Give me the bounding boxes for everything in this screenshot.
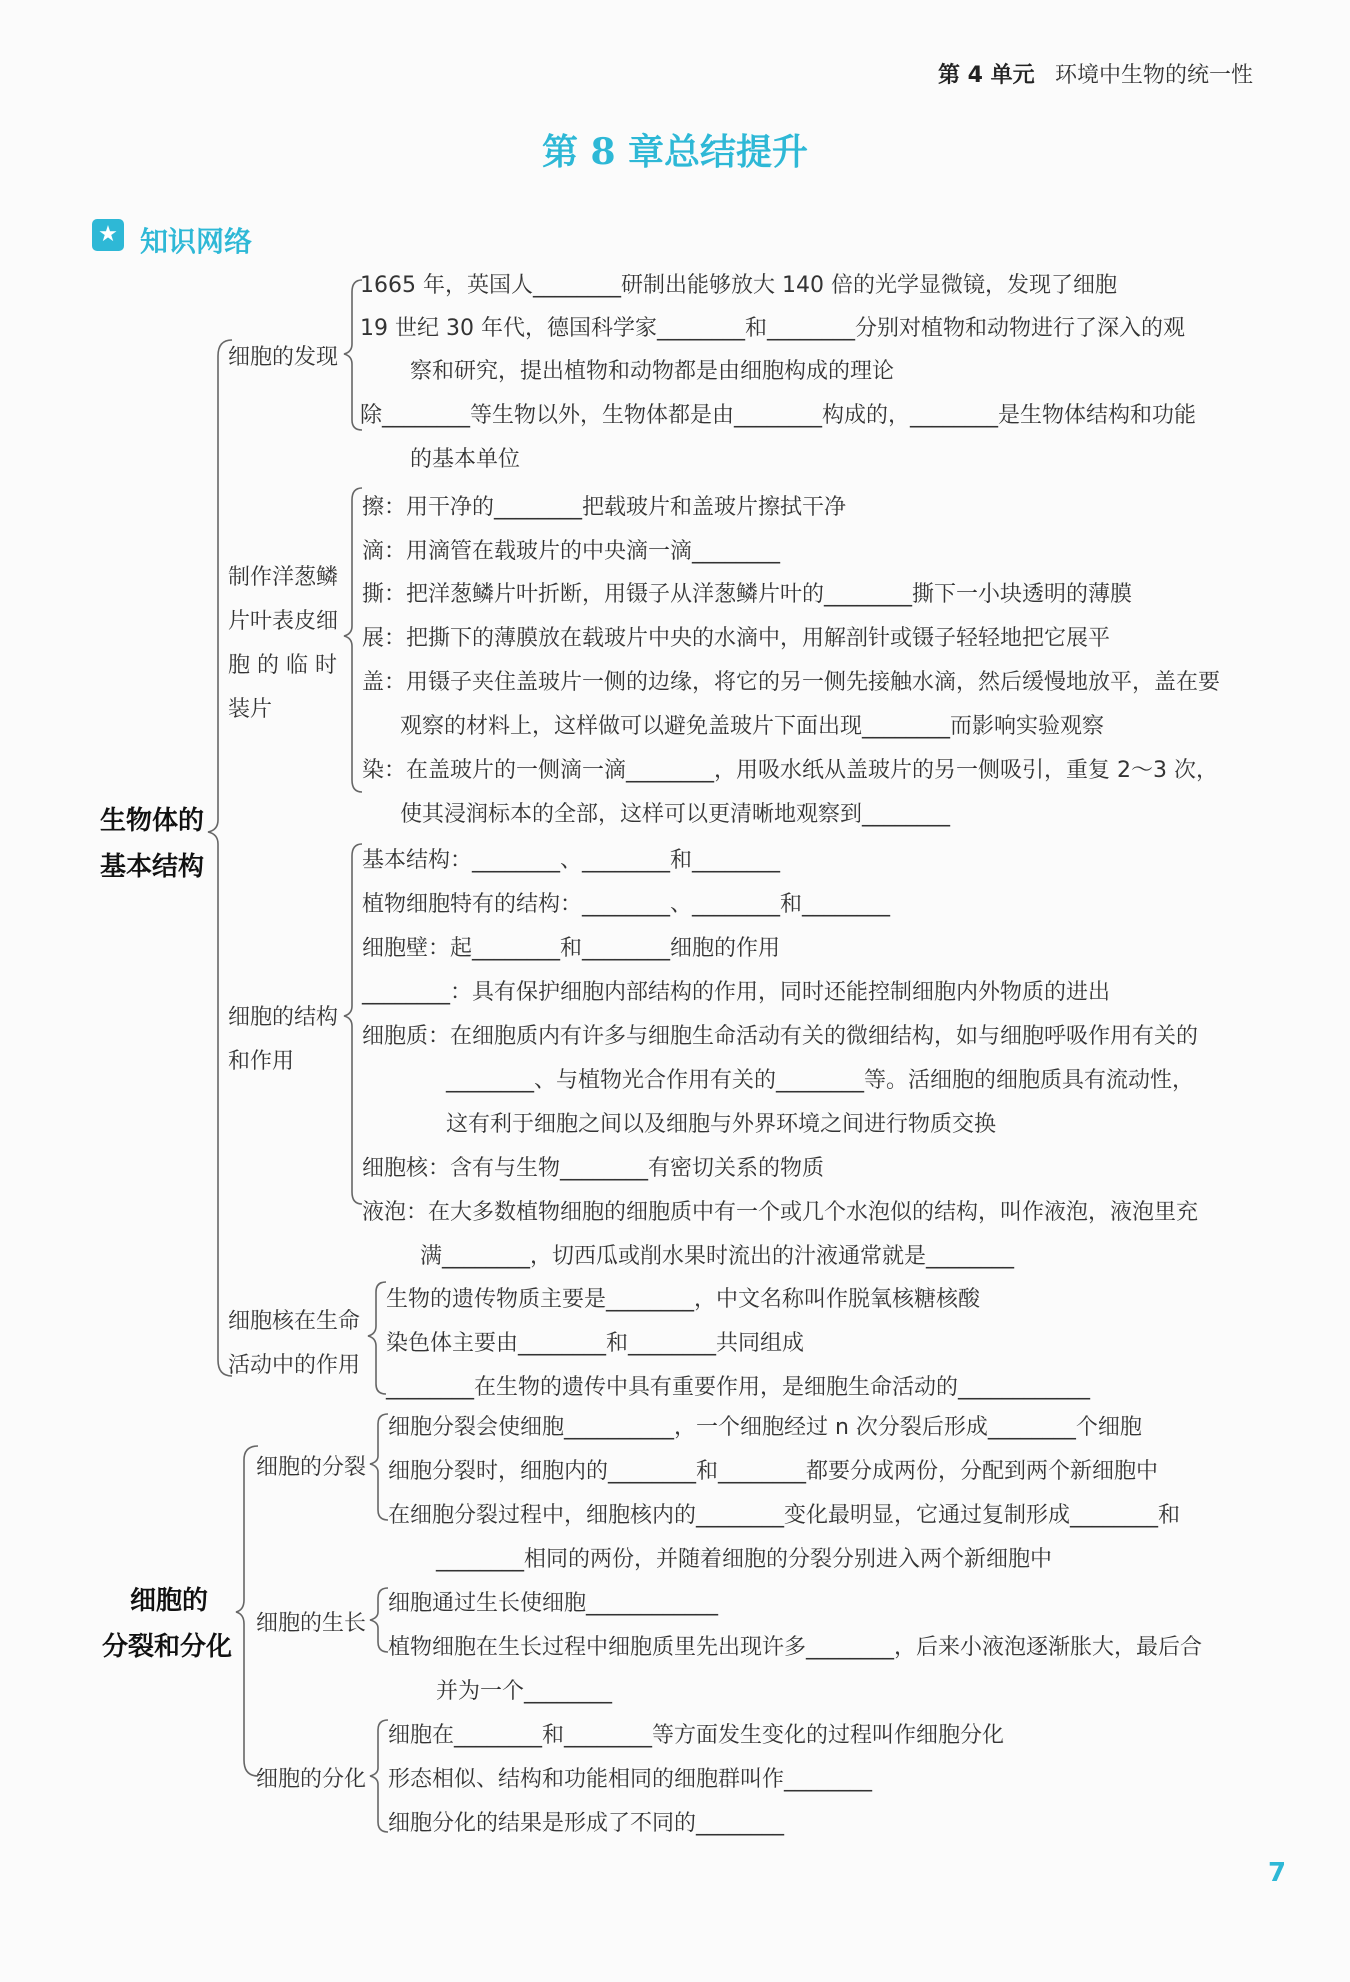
brace-division — [370, 1414, 388, 1520]
chapter-title: 第 8 章总结提升 — [541, 131, 809, 173]
label-slide-l1: 制作洋葱鳞 — [228, 565, 339, 590]
structure-line-cytoplasm-3: 这有利于细胞之间以及细胞与外界环境之间进行物质交换 — [446, 1112, 997, 1137]
label-structure-l2: 和作用 — [228, 1049, 295, 1074]
label-cell-discovery: 细胞的发现 — [228, 345, 339, 370]
discovery-line-3: 察和研究，提出植物和动物都是由细胞构成的理论 — [410, 359, 895, 384]
label-cell-growth: 细胞的生长 — [256, 1611, 367, 1636]
brace-growth — [370, 1588, 388, 1652]
group-title-division-l1: 细胞的 — [130, 1586, 209, 1616]
label-slide-l4: 装片 — [228, 697, 273, 722]
label-nucleus-l2: 活动中的作用 — [228, 1353, 361, 1378]
nucleus-line-2: 染色体主要由________和________共同组成 — [386, 1331, 805, 1356]
growth-line-2: 植物细胞在生长过程中细胞质里先出现许多________，后来小液泡逐渐胀大，最后合 — [388, 1635, 1203, 1660]
brace-structure — [344, 844, 362, 1204]
brace-division-differentiation — [236, 1446, 258, 1776]
label-structure-l1: 细胞的结构 — [228, 1005, 339, 1030]
division-line-4: ________相同的两份，并随着细胞的分裂分别进入两个新细胞中 — [436, 1547, 1053, 1572]
differentiation-line-3: 细胞分化的结果是形成了不同的________ — [388, 1811, 785, 1836]
structure-line-nucleus: 细胞核：含有与生物________有密切关系的物质 — [362, 1156, 825, 1181]
page-number: 7 — [1268, 1858, 1287, 1888]
growth-line-3: 并为一个________ — [436, 1679, 613, 1704]
label-nucleus-l1: 细胞核在生命 — [228, 1309, 361, 1334]
label-cell-differentiation: 细胞的分化 — [256, 1767, 367, 1792]
structure-line-plant: 植物细胞特有的结构：________、________和________ — [362, 892, 891, 917]
structure-line-vacuole-2: 满________，切西瓜或削水果时流出的汁液通常就是________ — [420, 1244, 1015, 1269]
slide-line-wipe: 擦：用干净的________把载玻片和盖玻片擦拭干净 — [362, 495, 847, 520]
slide-line-stain-cont: 使其浸润标本的全部，这样可以更清晰地观察到________ — [400, 802, 951, 827]
group-title-division-l2: 分裂和分化 — [102, 1632, 233, 1662]
slide-line-cover-cont: 观察的材料上，这样做可以避免盖玻片下面出现________而影响实验观察 — [400, 714, 1105, 739]
brace-basic-structure — [208, 340, 232, 1376]
slide-line-stain: 染：在盖玻片的一侧滴一滴________，用吸水纸从盖玻片的另一侧吸引，重复 2～3 次， — [362, 758, 1218, 783]
group-title-basic-structure-l1: 生物体的 — [100, 806, 205, 836]
division-line-3: 在细胞分裂过程中，细胞核内的________变化最明显，它通过复制形成________和 — [388, 1503, 1181, 1528]
structure-line-membrane: ________：具有保护细胞内部结构的作用，同时还能控制细胞内外物质的进出 — [362, 980, 1111, 1005]
slide-line-cover: 盖：用镊子夹住盖玻片一侧的边缘，将它的另一侧先接触水滴，然后缓慢地放平，盖在要 — [362, 670, 1221, 695]
division-line-1: 细胞分裂会使细胞__________，一个细胞经过 n 次分裂后形成________个细胞 — [388, 1415, 1142, 1440]
brace-slide — [344, 488, 362, 792]
label-cell-division: 细胞的分裂 — [256, 1455, 367, 1480]
growth-line-1: 细胞通过生长使细胞____________ — [388, 1591, 719, 1616]
structure-line-wall: 细胞壁：起________和________细胞的作用 — [362, 936, 781, 961]
slide-line-drop: 滴：用滴管在载玻片的中央滴一滴________ — [362, 539, 781, 564]
section-title: 知识网络 — [140, 225, 253, 258]
structure-line-basic: 基本结构：________、________和________ — [362, 848, 781, 873]
unit-label: 第 4 单元 — [938, 63, 1035, 88]
discovery-line-5: 的基本单位 — [410, 447, 521, 472]
structure-line-cytoplasm: 细胞质：在细胞质内有许多与细胞生命活动有关的微细结构，如与细胞呼吸作用有关的 — [362, 1024, 1199, 1049]
differentiation-line-2: 形态相似、结构和功能相同的细胞群叫作________ — [388, 1767, 873, 1792]
label-slide-l2: 片叶表皮细 — [228, 609, 339, 634]
label-slide-l3: 胞 的 临 时 — [228, 653, 337, 678]
nucleus-line-3: ________在生物的遗传中具有重要作用，是细胞生命活动的____________ — [386, 1375, 1091, 1400]
discovery-line-1: 1665 年，英国人________研制出能够放大 140 倍的光学显微镜，发现了细胞 — [360, 273, 1117, 298]
discovery-line-4: 除________等生物以外，生物体都是由________构成的，________是生物体结构和功能 — [360, 403, 1197, 428]
group-title-basic-structure-l2: 基本结构 — [100, 852, 205, 882]
division-line-2: 细胞分裂时，细胞内的________和________都要分成两份，分配到两个新细胞中 — [388, 1459, 1159, 1484]
discovery-line-2: 19 世纪 30 年代，德国科学家________和________分别对植物和动物进行了深入的观 — [360, 316, 1185, 341]
brace-nucleus — [368, 1282, 386, 1394]
slide-line-spread: 展：把撕下的薄膜放在载玻片中央的水滴中，用解剖针或镊子轻轻地把它展平 — [362, 626, 1111, 651]
brace-differentiation — [370, 1720, 388, 1832]
structure-line-cytoplasm-2: ________、与植物光合作用有关的________等。活细胞的细胞质具有流动性， — [446, 1068, 1195, 1093]
structure-line-vacuole: 液泡：在大多数植物细胞的细胞质中有一个或几个水泡似的结构，叫作液泡，液泡里充 — [362, 1200, 1199, 1225]
star-icon: ★ — [92, 219, 124, 251]
slide-line-tear: 撕：把洋葱鳞片叶折断，用镊子从洋葱鳞片叶的________撕下一小块透明的薄膜 — [362, 582, 1133, 607]
unit-title: 环境中生物的统一性 — [1055, 63, 1254, 88]
nucleus-line-1: 生物的遗传物质主要是________，中文名称叫作脱氧核糖核酸 — [386, 1287, 981, 1312]
differentiation-line-1: 细胞在________和________等方面发生变化的过程叫作细胞分化 — [388, 1723, 1005, 1748]
